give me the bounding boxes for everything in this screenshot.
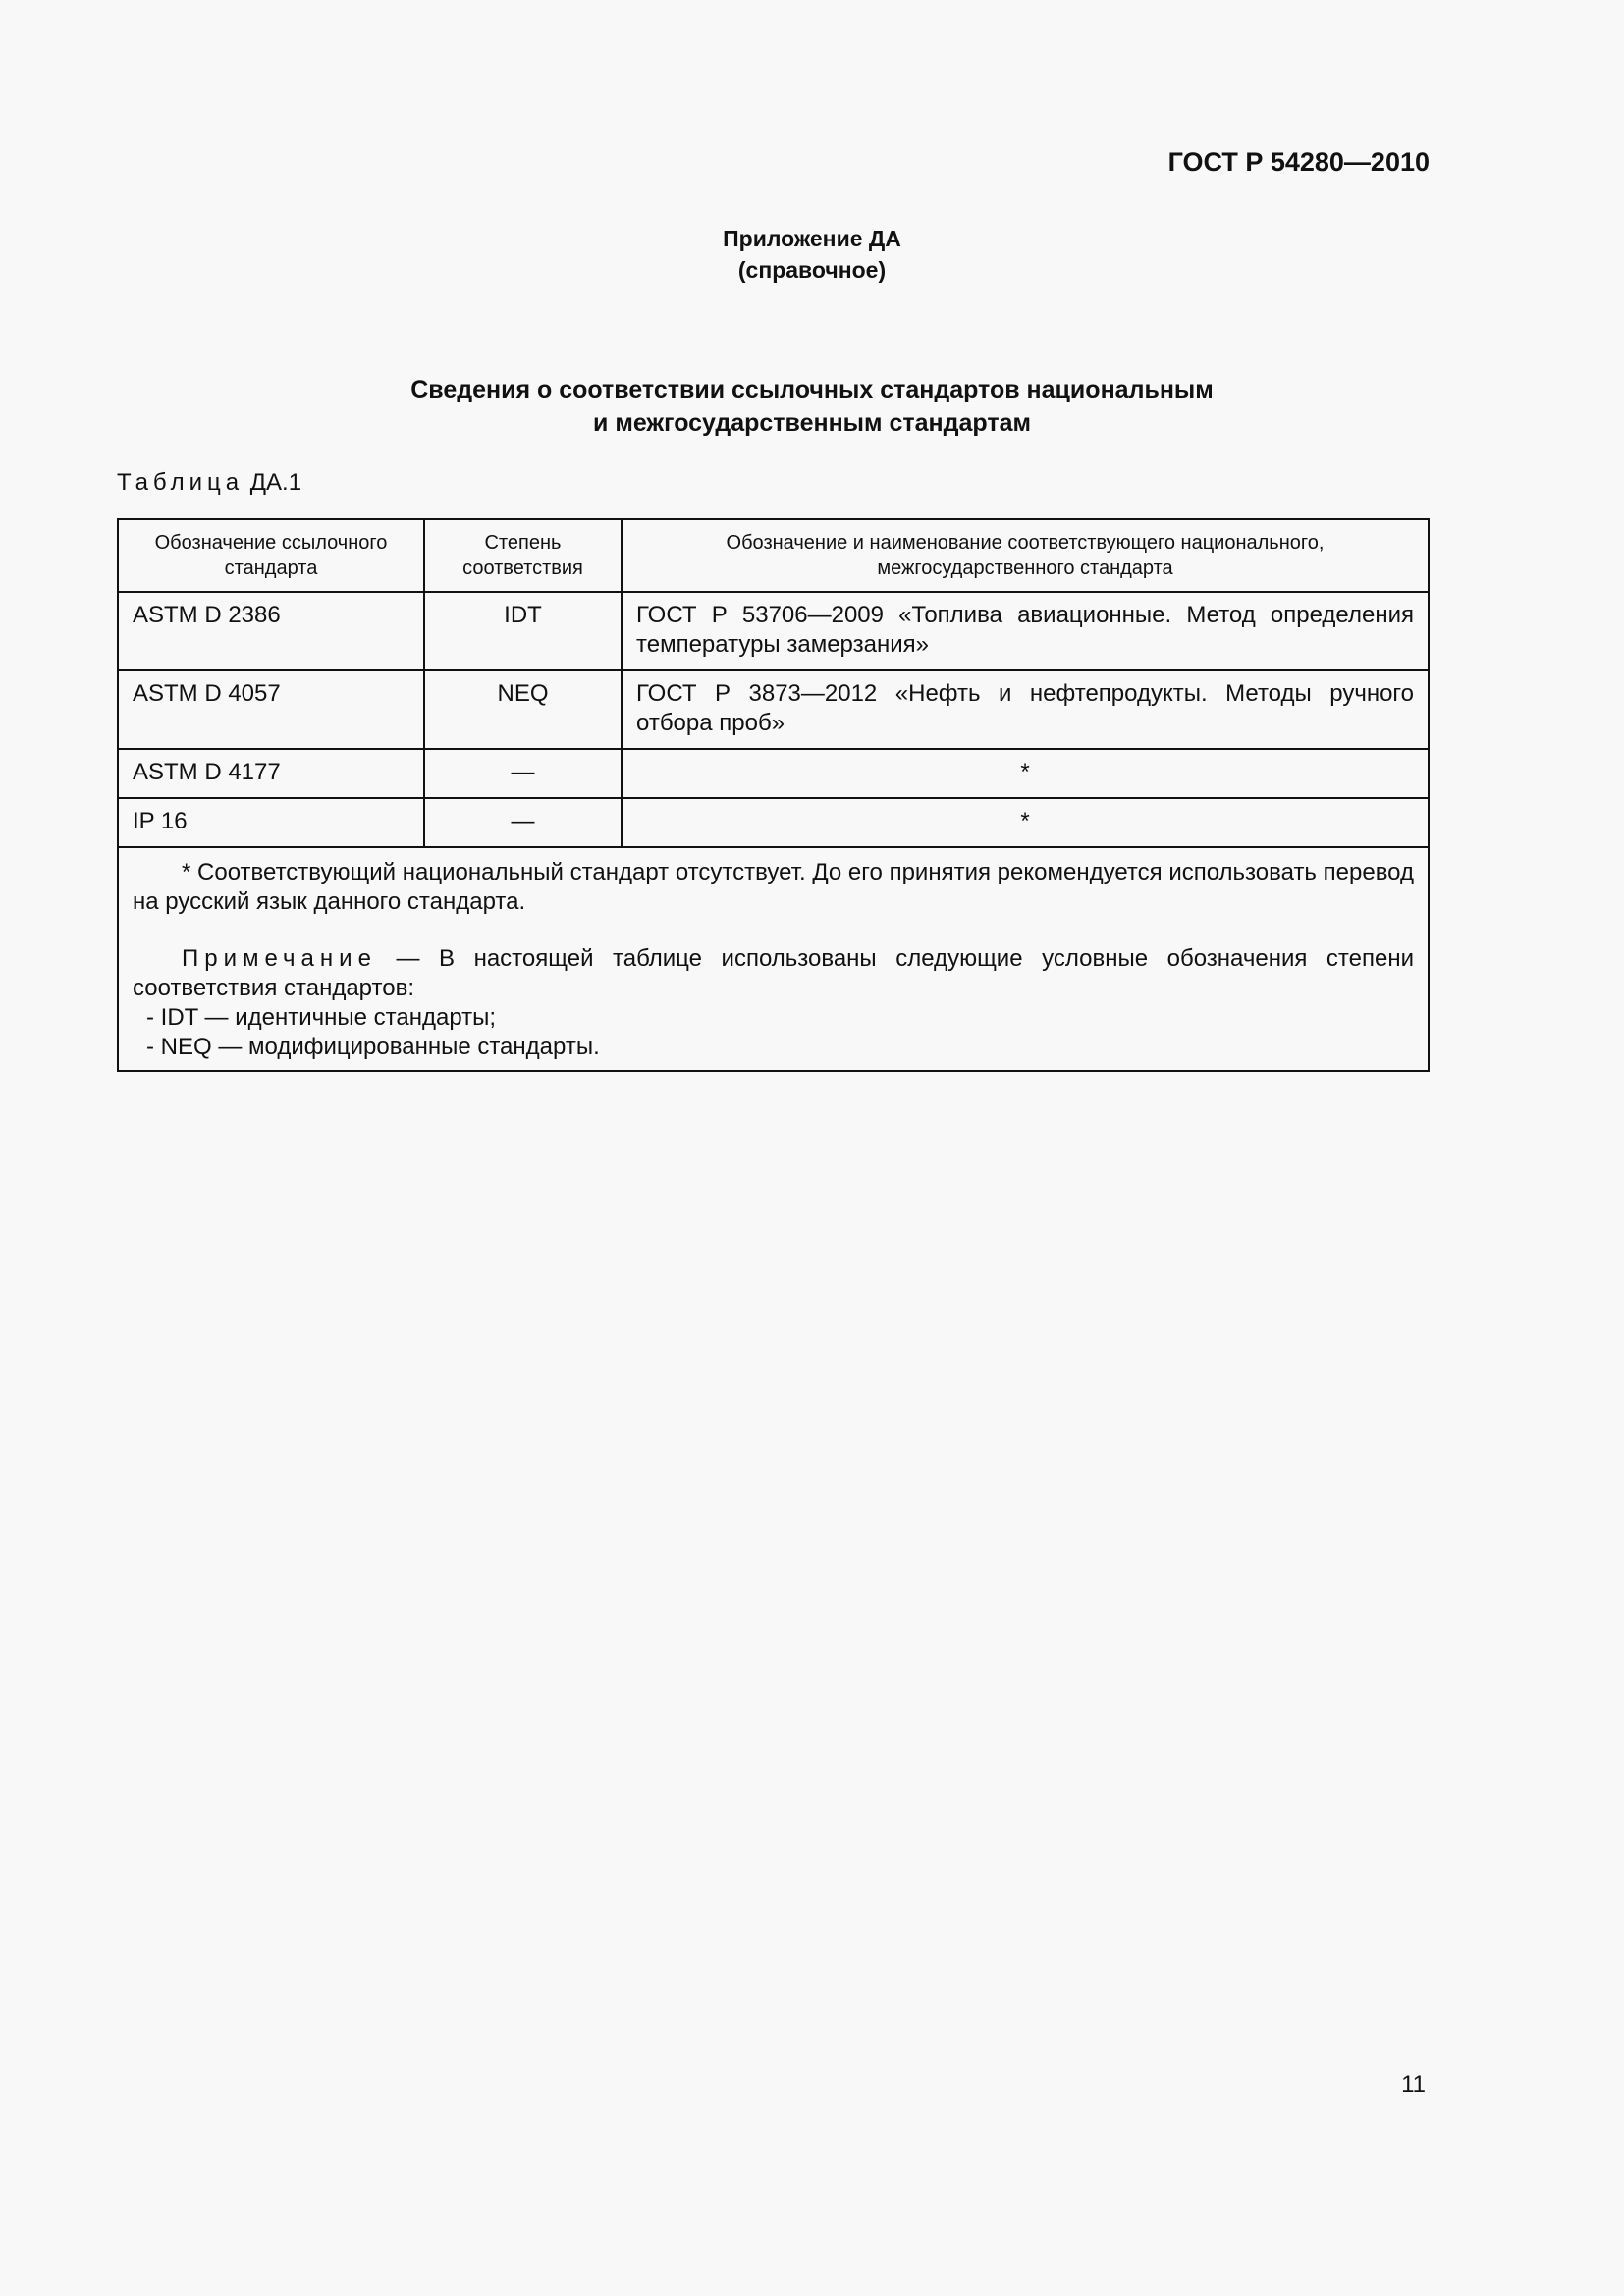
cell-national: * [622,749,1429,798]
column-header-national: Обозначение и наименование соответствующего национального, межгосударственного стандарта [622,519,1429,592]
appendix-subtitle: (справочное) [737,257,887,283]
table-row [118,670,1429,749]
document-code: ГОСТ Р 54280—2010 [1167,147,1430,177]
footnote: * Соответствующий национальный стандарт отсутствует. До его принятия рекомендуется использовать перевод на русский язык данного стандарта. [133,859,1414,915]
cell-national: * [622,798,1429,847]
note-label: Примечание [182,945,377,972]
table-label-word: Таблица [117,469,244,496]
note [133,944,1414,1003]
cell-reference: ASTM D 4057 [118,670,424,749]
table-row [118,749,1429,798]
correspondence-table [117,518,1430,1072]
table-row [118,592,1429,670]
page-number: 11 [1401,2071,1426,2098]
cell-national: ГОСТ Р 53706—2009 «Топлива авиационные. Метод определения температуры замерзания» [622,592,1429,670]
table-label [117,469,301,497]
section-heading-line2: и межгосударственным стандартам [593,409,1031,437]
cell-national: ГОСТ Р 3873—2012 «Нефть и нефтепродукты. Методы ручного отбора проб» [622,670,1429,749]
cell-degree: — [424,798,622,847]
note-text: — В настоящей таблице использованы следующие условные обозначения степени соответствия стандартов: [133,945,1414,1001]
table-footer-row [118,847,1429,1071]
column-header-reference: Обозначение ссылочного стандарта [118,519,424,592]
table-label-number: ДА.1 [244,469,302,496]
cell-degree: NEQ [424,670,622,749]
table-row [118,798,1429,847]
table-footer [118,847,1429,1071]
column-header-degree: Степень соответствия [424,519,622,592]
cell-degree: IDT [424,592,622,670]
cell-degree: — [424,749,622,798]
table-header-row [118,519,1429,592]
note-item: - NEQ — модифицированные стандарты. [146,1034,600,1060]
cell-reference: ASTM D 4177 [118,749,424,798]
cell-reference: ASTM D 2386 [118,592,424,670]
appendix-title: Приложение ДА [723,226,901,251]
cell-reference: IP 16 [118,798,424,847]
section-heading-line1: Сведения о соответствии ссылочных стандартов национальным [410,376,1214,403]
note-item: - IDT — идентичные стандарты; [146,1004,497,1031]
